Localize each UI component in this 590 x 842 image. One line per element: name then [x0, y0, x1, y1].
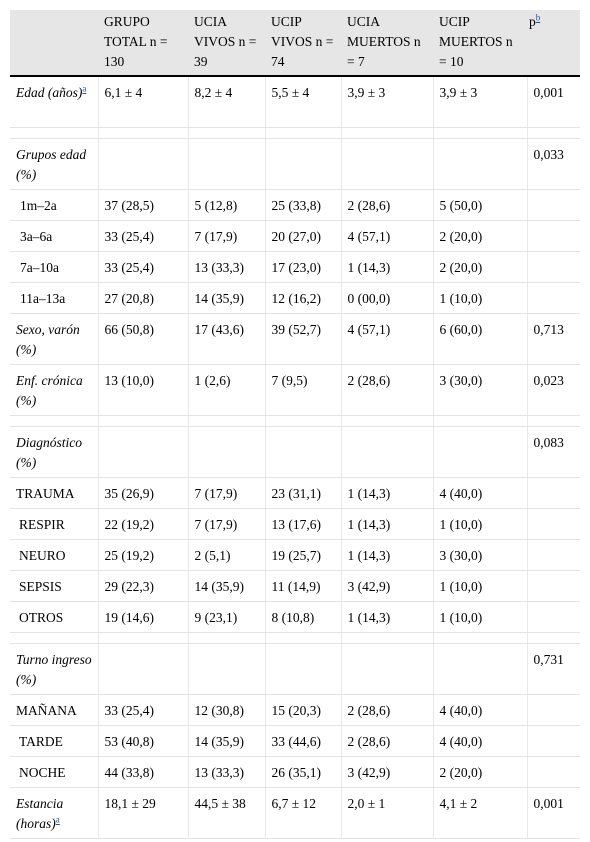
- value-cell: 3 (30,0): [433, 365, 527, 416]
- header-label: UCIA VIVOS n = 39: [194, 14, 257, 69]
- table-row: [10, 427, 580, 478]
- table-row: [10, 509, 580, 540]
- value-cell: 12 (30,8): [188, 695, 265, 726]
- value-cell: 53 (40,8): [98, 726, 188, 757]
- table-row: [10, 139, 580, 190]
- p-value-cell: [527, 478, 580, 509]
- p-value-cell: 0,731: [527, 644, 580, 695]
- value-cell: 25 (19,2): [98, 540, 188, 571]
- spacer-row: [10, 633, 580, 644]
- row-label: [10, 509, 98, 540]
- value-cell: 1 (10,0): [433, 283, 527, 314]
- header-label: p: [529, 14, 536, 29]
- table-header: [10, 10, 580, 76]
- row-label: [10, 139, 98, 190]
- row-label-text: MAÑANA: [16, 703, 77, 718]
- table-row: [10, 726, 580, 757]
- spacer-row: [10, 416, 580, 427]
- value-cell: 3 (30,0): [433, 540, 527, 571]
- table-row: [10, 283, 580, 314]
- spacer-cell: [265, 128, 341, 139]
- row-label-text: Grupos edad (%): [16, 147, 87, 182]
- table-row: [10, 602, 580, 633]
- value-cell: 13 (33,3): [188, 252, 265, 283]
- spacer-cell: [10, 128, 98, 139]
- table-row: [10, 571, 580, 602]
- row-label-text: TARDE: [19, 734, 63, 749]
- value-cell: 0 (00,0): [341, 283, 433, 314]
- spacer-row: [10, 128, 580, 139]
- value-cell: 26 (35,1): [265, 757, 341, 788]
- header-cell: [341, 10, 433, 76]
- table-row: [10, 76, 580, 128]
- p-value-cell: [527, 252, 580, 283]
- p-value-cell: 0,083: [527, 427, 580, 478]
- row-label-text: TRAUMA: [16, 486, 75, 501]
- value-cell: [341, 644, 433, 695]
- row-label: [10, 757, 98, 788]
- value-cell: 14 (35,9): [188, 571, 265, 602]
- row-label: [10, 571, 98, 602]
- value-cell: 5 (50,0): [433, 190, 527, 221]
- value-cell: 9 (23,1): [188, 602, 265, 633]
- value-cell: [341, 139, 433, 190]
- table-row: [10, 540, 580, 571]
- value-cell: 33 (25,4): [98, 695, 188, 726]
- table-row: [10, 365, 580, 416]
- value-cell: 1 (14,3): [341, 252, 433, 283]
- value-cell: 44 (33,8): [98, 757, 188, 788]
- value-cell: 8,2 ± 4: [188, 76, 265, 128]
- value-cell: 7 (17,9): [188, 478, 265, 509]
- header-cell: [527, 10, 580, 76]
- header-label: UCIP MUERTOS n = 10: [439, 14, 513, 69]
- row-label-text: Enf. crónica (%): [16, 373, 83, 408]
- value-cell: 37 (28,5): [98, 190, 188, 221]
- value-cell: 3,9 ± 3: [341, 76, 433, 128]
- value-cell: 33 (25,4): [98, 221, 188, 252]
- row-label: [10, 76, 98, 128]
- table-row: [10, 644, 580, 695]
- value-cell: 4,1 ± 2: [433, 788, 527, 839]
- p-value-cell: [527, 509, 580, 540]
- row-label: [10, 540, 98, 571]
- value-cell: 2 (20,0): [433, 252, 527, 283]
- row-label: [10, 190, 98, 221]
- header-label: UCIP VIVOS n = 74: [271, 14, 334, 69]
- value-cell: 1 (14,3): [341, 509, 433, 540]
- value-cell: [265, 644, 341, 695]
- value-cell: 2 (20,0): [433, 221, 527, 252]
- spacer-cell: [98, 416, 188, 427]
- table-row: [10, 695, 580, 726]
- value-cell: [188, 427, 265, 478]
- value-cell: [341, 427, 433, 478]
- footnote-link[interactable]: b: [535, 12, 541, 23]
- value-cell: 20 (27,0): [265, 221, 341, 252]
- row-label-text: SEPSIS: [19, 579, 62, 594]
- row-label-text: OTROS: [19, 610, 64, 625]
- value-cell: 13 (17,6): [265, 509, 341, 540]
- value-cell: 6,7 ± 12: [265, 788, 341, 839]
- value-cell: 4 (40,0): [433, 726, 527, 757]
- value-cell: 27 (20,8): [98, 283, 188, 314]
- value-cell: 23 (31,1): [265, 478, 341, 509]
- spacer-cell: [98, 128, 188, 139]
- value-cell: 6 (60,0): [433, 314, 527, 365]
- value-cell: 2 (28,6): [341, 726, 433, 757]
- footnote-link[interactable]: a: [82, 83, 87, 94]
- row-label-text: Estancia (horas): [16, 796, 64, 831]
- p-value-cell: [527, 283, 580, 314]
- value-cell: 2 (5,1): [188, 540, 265, 571]
- value-cell: [433, 427, 527, 478]
- row-label: [10, 221, 98, 252]
- p-value-cell: [527, 602, 580, 633]
- value-cell: 19 (25,7): [265, 540, 341, 571]
- table-row: [10, 757, 580, 788]
- row-label-text: NEURO: [19, 548, 66, 563]
- footnote-link[interactable]: a: [55, 814, 60, 825]
- row-label-text: Edad (años): [16, 85, 83, 100]
- value-cell: 1 (10,0): [433, 602, 527, 633]
- value-cell: 7 (17,9): [188, 509, 265, 540]
- header-label: GRUPO TOTAL n = 130: [104, 14, 168, 69]
- header-cell: [188, 10, 265, 76]
- row-label: [10, 788, 98, 839]
- value-cell: [433, 139, 527, 190]
- table-row: [10, 478, 580, 509]
- spacer-cell: [433, 416, 527, 427]
- value-cell: 4 (57,1): [341, 221, 433, 252]
- value-cell: 5 (12,8): [188, 190, 265, 221]
- p-value-cell: [527, 190, 580, 221]
- spacer-cell: [265, 633, 341, 644]
- value-cell: 8 (10,8): [265, 602, 341, 633]
- table-row: [10, 190, 580, 221]
- value-cell: 2 (28,6): [341, 190, 433, 221]
- spacer-cell: [341, 128, 433, 139]
- value-cell: 1 (10,0): [433, 571, 527, 602]
- spacer-cell: [341, 633, 433, 644]
- value-cell: 12 (16,2): [265, 283, 341, 314]
- spacer-cell: [433, 633, 527, 644]
- value-cell: 14 (35,9): [188, 283, 265, 314]
- p-value-cell: [527, 571, 580, 602]
- value-cell: 29 (22,3): [98, 571, 188, 602]
- spacer-cell: [188, 416, 265, 427]
- header-label: UCIA MUERTOS n = 7: [347, 14, 421, 69]
- value-cell: 14 (35,9): [188, 726, 265, 757]
- value-cell: [98, 644, 188, 695]
- p-value-cell: 0,001: [527, 76, 580, 128]
- row-label: [10, 365, 98, 416]
- spacer-cell: [10, 416, 98, 427]
- row-label: [10, 283, 98, 314]
- table-row: [10, 788, 580, 839]
- row-label: [10, 252, 98, 283]
- value-cell: 33 (44,6): [265, 726, 341, 757]
- row-label: [10, 427, 98, 478]
- header-cell: [98, 10, 188, 76]
- p-value-cell: [527, 695, 580, 726]
- value-cell: 13 (33,3): [188, 757, 265, 788]
- row-label-text: RESPIR: [19, 517, 65, 532]
- value-cell: 15 (20,3): [265, 695, 341, 726]
- value-cell: 4 (40,0): [433, 695, 527, 726]
- value-cell: 4 (40,0): [433, 478, 527, 509]
- row-label-text: 11a–13a: [20, 291, 66, 306]
- row-label: [10, 478, 98, 509]
- value-cell: 25 (33,8): [265, 190, 341, 221]
- spacer-cell: [188, 128, 265, 139]
- value-cell: [98, 139, 188, 190]
- row-label-text: 7a–10a: [20, 260, 59, 275]
- spacer-cell: [10, 633, 98, 644]
- value-cell: 3 (42,9): [341, 757, 433, 788]
- spacer-cell: [341, 416, 433, 427]
- row-label: [10, 644, 98, 695]
- value-cell: 6,1 ± 4: [98, 76, 188, 128]
- value-cell: 33 (25,4): [98, 252, 188, 283]
- value-cell: 17 (23,0): [265, 252, 341, 283]
- value-cell: 66 (50,8): [98, 314, 188, 365]
- value-cell: 4 (57,1): [341, 314, 433, 365]
- value-cell: 1 (2,6): [188, 365, 265, 416]
- row-label-text: 1m–2a: [20, 198, 57, 213]
- value-cell: 1 (10,0): [433, 509, 527, 540]
- value-cell: 1 (14,3): [341, 602, 433, 633]
- header-cell: [433, 10, 527, 76]
- value-cell: 3,9 ± 3: [433, 76, 527, 128]
- table-row: [10, 314, 580, 365]
- row-label: [10, 602, 98, 633]
- value-cell: [188, 644, 265, 695]
- row-label: [10, 726, 98, 757]
- p-value-cell: [527, 221, 580, 252]
- p-value-cell: 0,713: [527, 314, 580, 365]
- value-cell: 13 (10,0): [98, 365, 188, 416]
- value-cell: 44,5 ± 38: [188, 788, 265, 839]
- value-cell: [98, 427, 188, 478]
- spacer-cell: [98, 633, 188, 644]
- value-cell: 35 (26,9): [98, 478, 188, 509]
- value-cell: [265, 139, 341, 190]
- row-label-text: 3a–6a: [20, 229, 53, 244]
- value-cell: 1 (14,3): [341, 540, 433, 571]
- row-label-text: Turno ingreso (%): [16, 652, 92, 687]
- value-cell: 22 (19,2): [98, 509, 188, 540]
- value-cell: 18,1 ± 29: [98, 788, 188, 839]
- value-cell: 2 (28,6): [341, 695, 433, 726]
- header-cell-empty: [10, 10, 98, 76]
- value-cell: [433, 644, 527, 695]
- p-value-cell: [527, 540, 580, 571]
- value-cell: 17 (43,6): [188, 314, 265, 365]
- value-cell: 2,0 ± 1: [341, 788, 433, 839]
- spacer-cell: [188, 633, 265, 644]
- spacer-cell: [433, 128, 527, 139]
- row-label-text: NOCHE: [19, 765, 66, 780]
- value-cell: 2 (28,6): [341, 365, 433, 416]
- spacer-cell: [265, 416, 341, 427]
- data-table: [10, 10, 580, 839]
- p-value-cell: 0,023: [527, 365, 580, 416]
- header-row: [10, 10, 580, 76]
- value-cell: 11 (14,9): [265, 571, 341, 602]
- spacer-cell: [527, 128, 580, 139]
- table-body: [10, 76, 580, 839]
- value-cell: 39 (52,7): [265, 314, 341, 365]
- value-cell: [188, 139, 265, 190]
- value-cell: 1 (14,3): [341, 478, 433, 509]
- value-cell: 5,5 ± 4: [265, 76, 341, 128]
- p-value-cell: 0,001: [527, 788, 580, 839]
- p-value-cell: [527, 757, 580, 788]
- header-cell: [265, 10, 341, 76]
- row-label-text: Diagnóstico (%): [16, 435, 82, 470]
- spacer-cell: [527, 633, 580, 644]
- row-label: [10, 314, 98, 365]
- value-cell: 2 (20,0): [433, 757, 527, 788]
- row-label: [10, 695, 98, 726]
- value-cell: 7 (9,5): [265, 365, 341, 416]
- value-cell: 7 (17,9): [188, 221, 265, 252]
- p-value-cell: [527, 726, 580, 757]
- spacer-cell: [527, 416, 580, 427]
- value-cell: 3 (42,9): [341, 571, 433, 602]
- table-row: [10, 221, 580, 252]
- p-value-cell: 0,033: [527, 139, 580, 190]
- row-label-text: Sexo, varón (%): [16, 322, 80, 357]
- value-cell: [265, 427, 341, 478]
- table-row: [10, 252, 580, 283]
- value-cell: 19 (14,6): [98, 602, 188, 633]
